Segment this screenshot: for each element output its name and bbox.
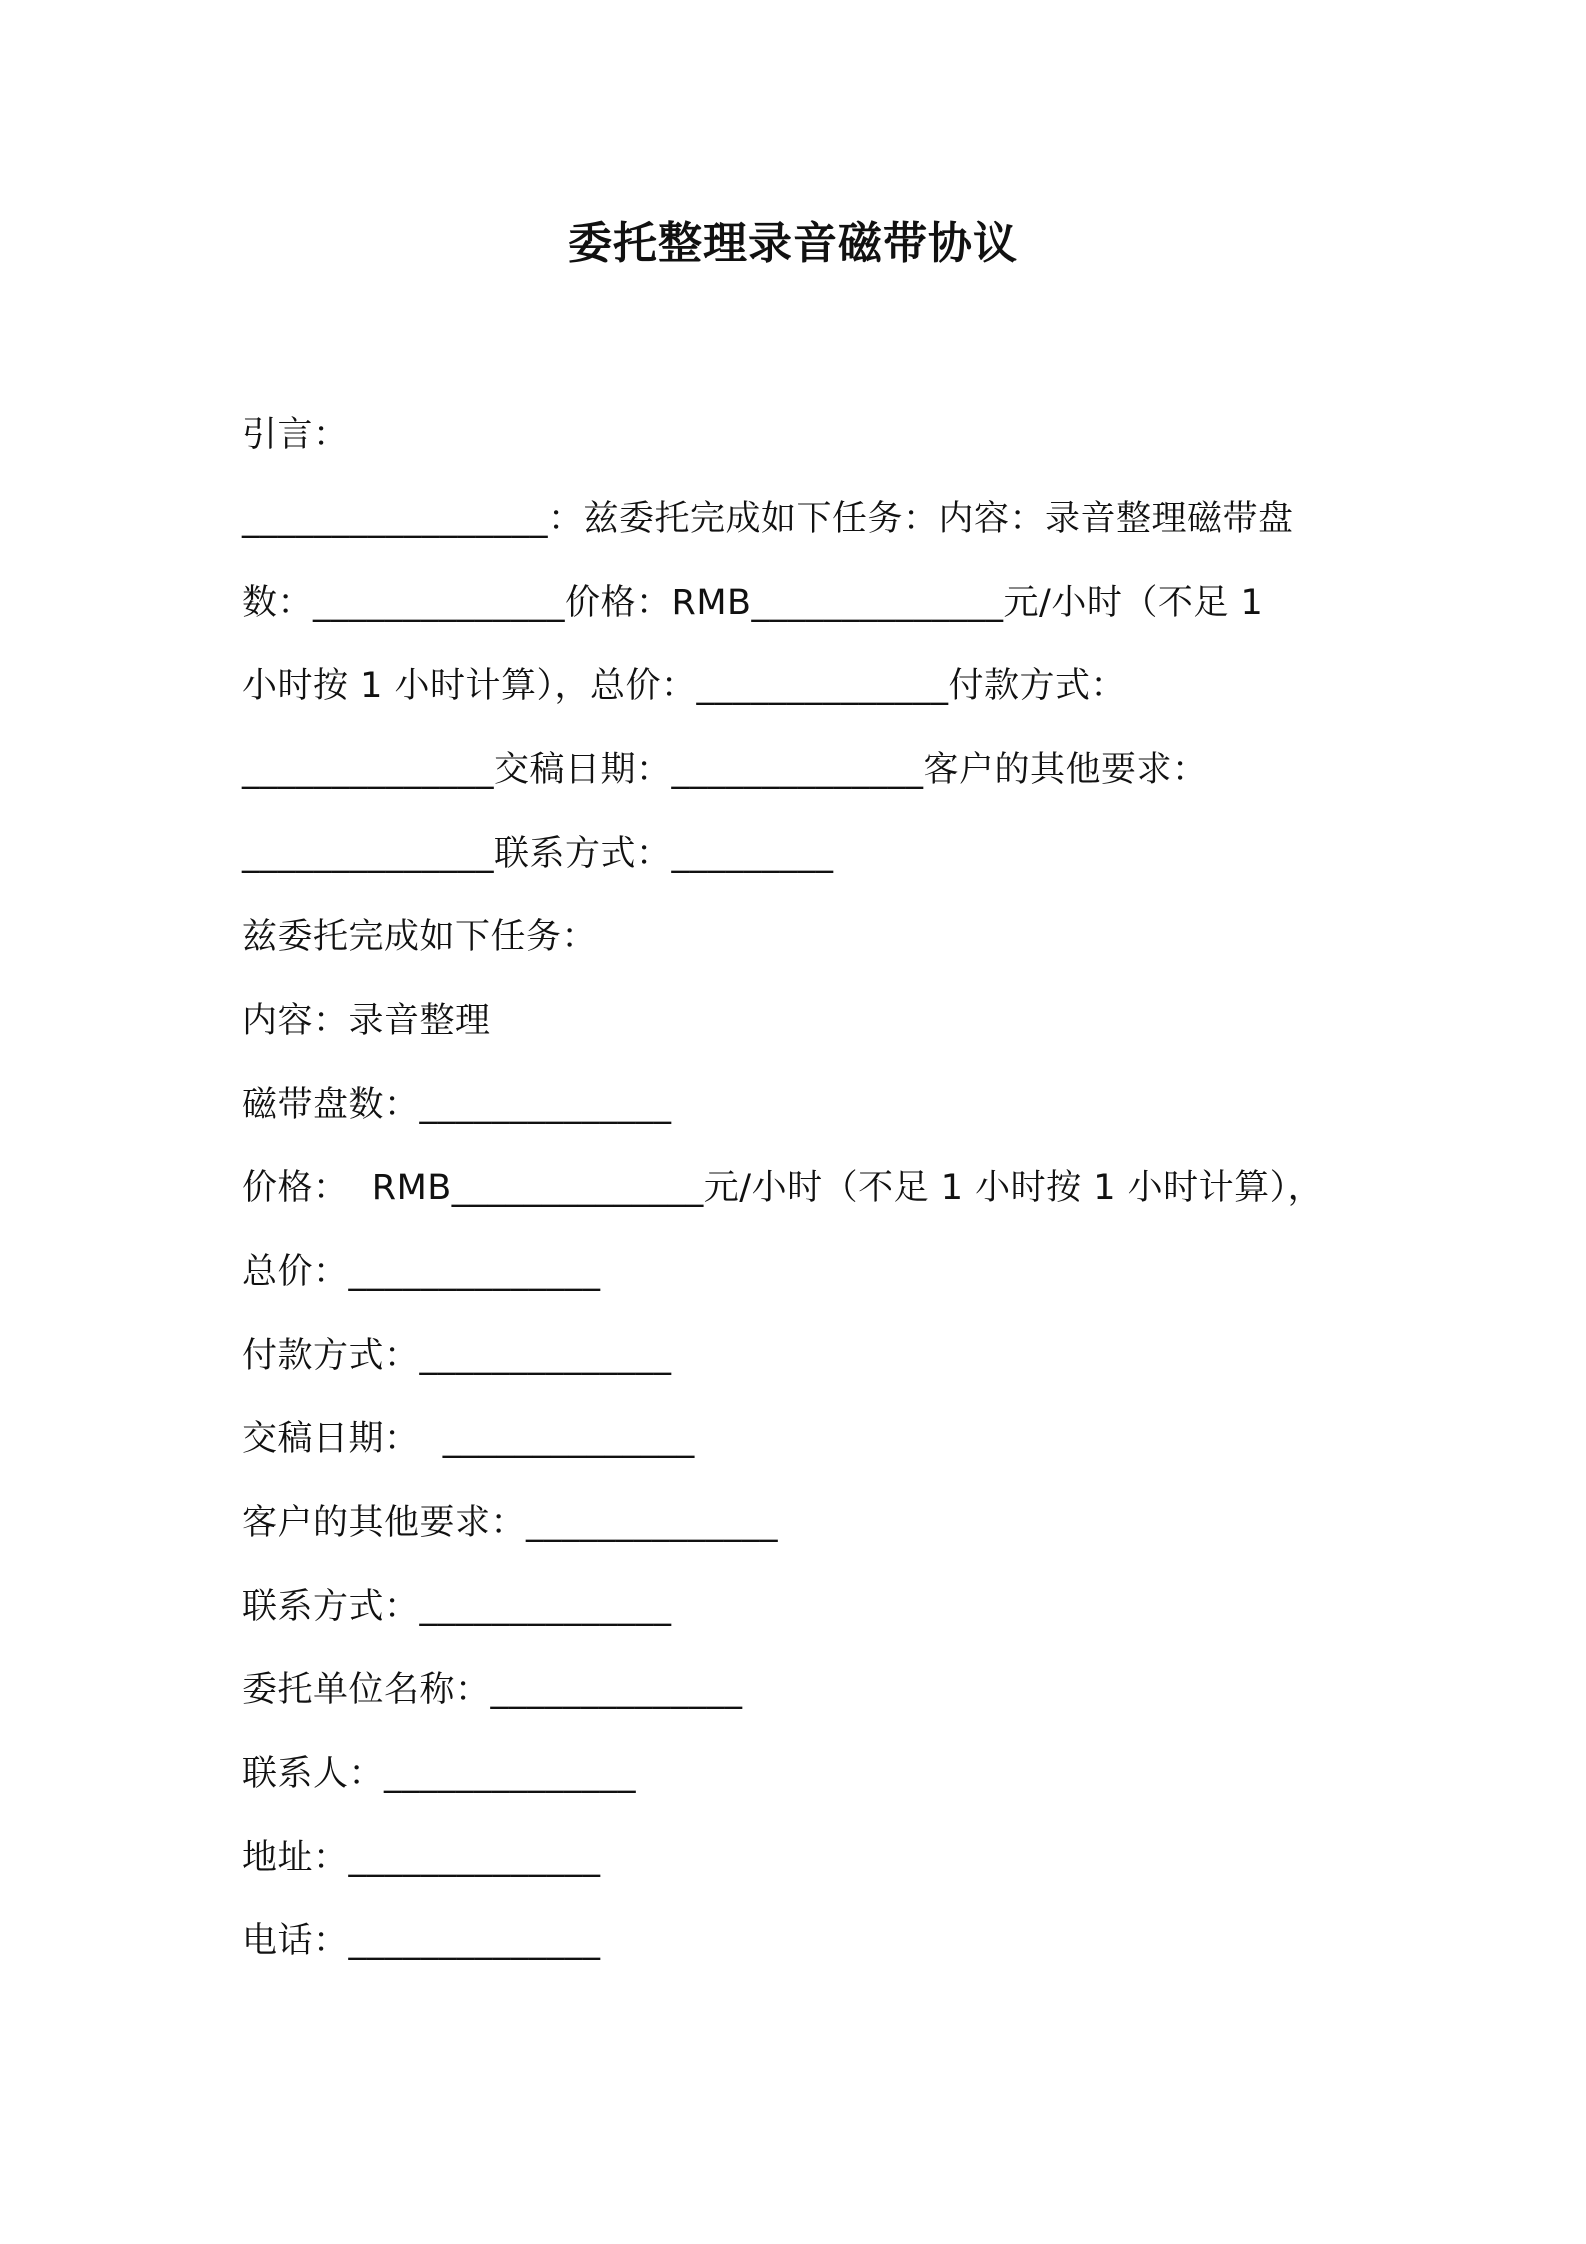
intro-paragraph-line-1: _________________：兹委托完成如下任务：内容：录音整理磁带盘 [242,499,1294,539]
phone-field: 电话：______________ [242,1921,601,1961]
address-field: 地址：______________ [242,1838,601,1878]
content-line: 内容：录音整理 [242,1001,491,1041]
other-requirements-field: 客户的其他要求：______________ [242,1503,779,1543]
tape-count-field: 磁带盘数：______________ [242,1085,672,1125]
document-title: 委托整理录音磁带协议 [568,218,1018,269]
price-field: 价格： RMB______________元/小时（不足 1 小时按 1 小时计算）， [242,1168,1324,1208]
payment-method-field: 付款方式：______________ [242,1336,672,1376]
intro-paragraph-line-4: ______________交稿日期：______________客户的其他要求： [242,750,1208,790]
intro-paragraph-line-2: 数：______________价格：RMB______________元/小时（不足 1 [242,583,1264,623]
total-price-field: 总价：______________ [242,1252,601,1292]
contact-method-field: 联系方式：______________ [242,1587,672,1627]
task-heading: 兹委托完成如下任务： [242,917,598,957]
intro-paragraph-line-5: ______________联系方式：_________ [242,834,834,874]
client-name-field: 委托单位名称：______________ [242,1670,743,1710]
contact-person-field: 联系人：______________ [242,1754,637,1794]
delivery-date-field: 交稿日期： ______________ [242,1419,695,1459]
intro-label: 引言： [242,415,349,455]
intro-paragraph-line-3: 小时按 1 小时计算），总价：______________付款方式： [242,666,1127,706]
